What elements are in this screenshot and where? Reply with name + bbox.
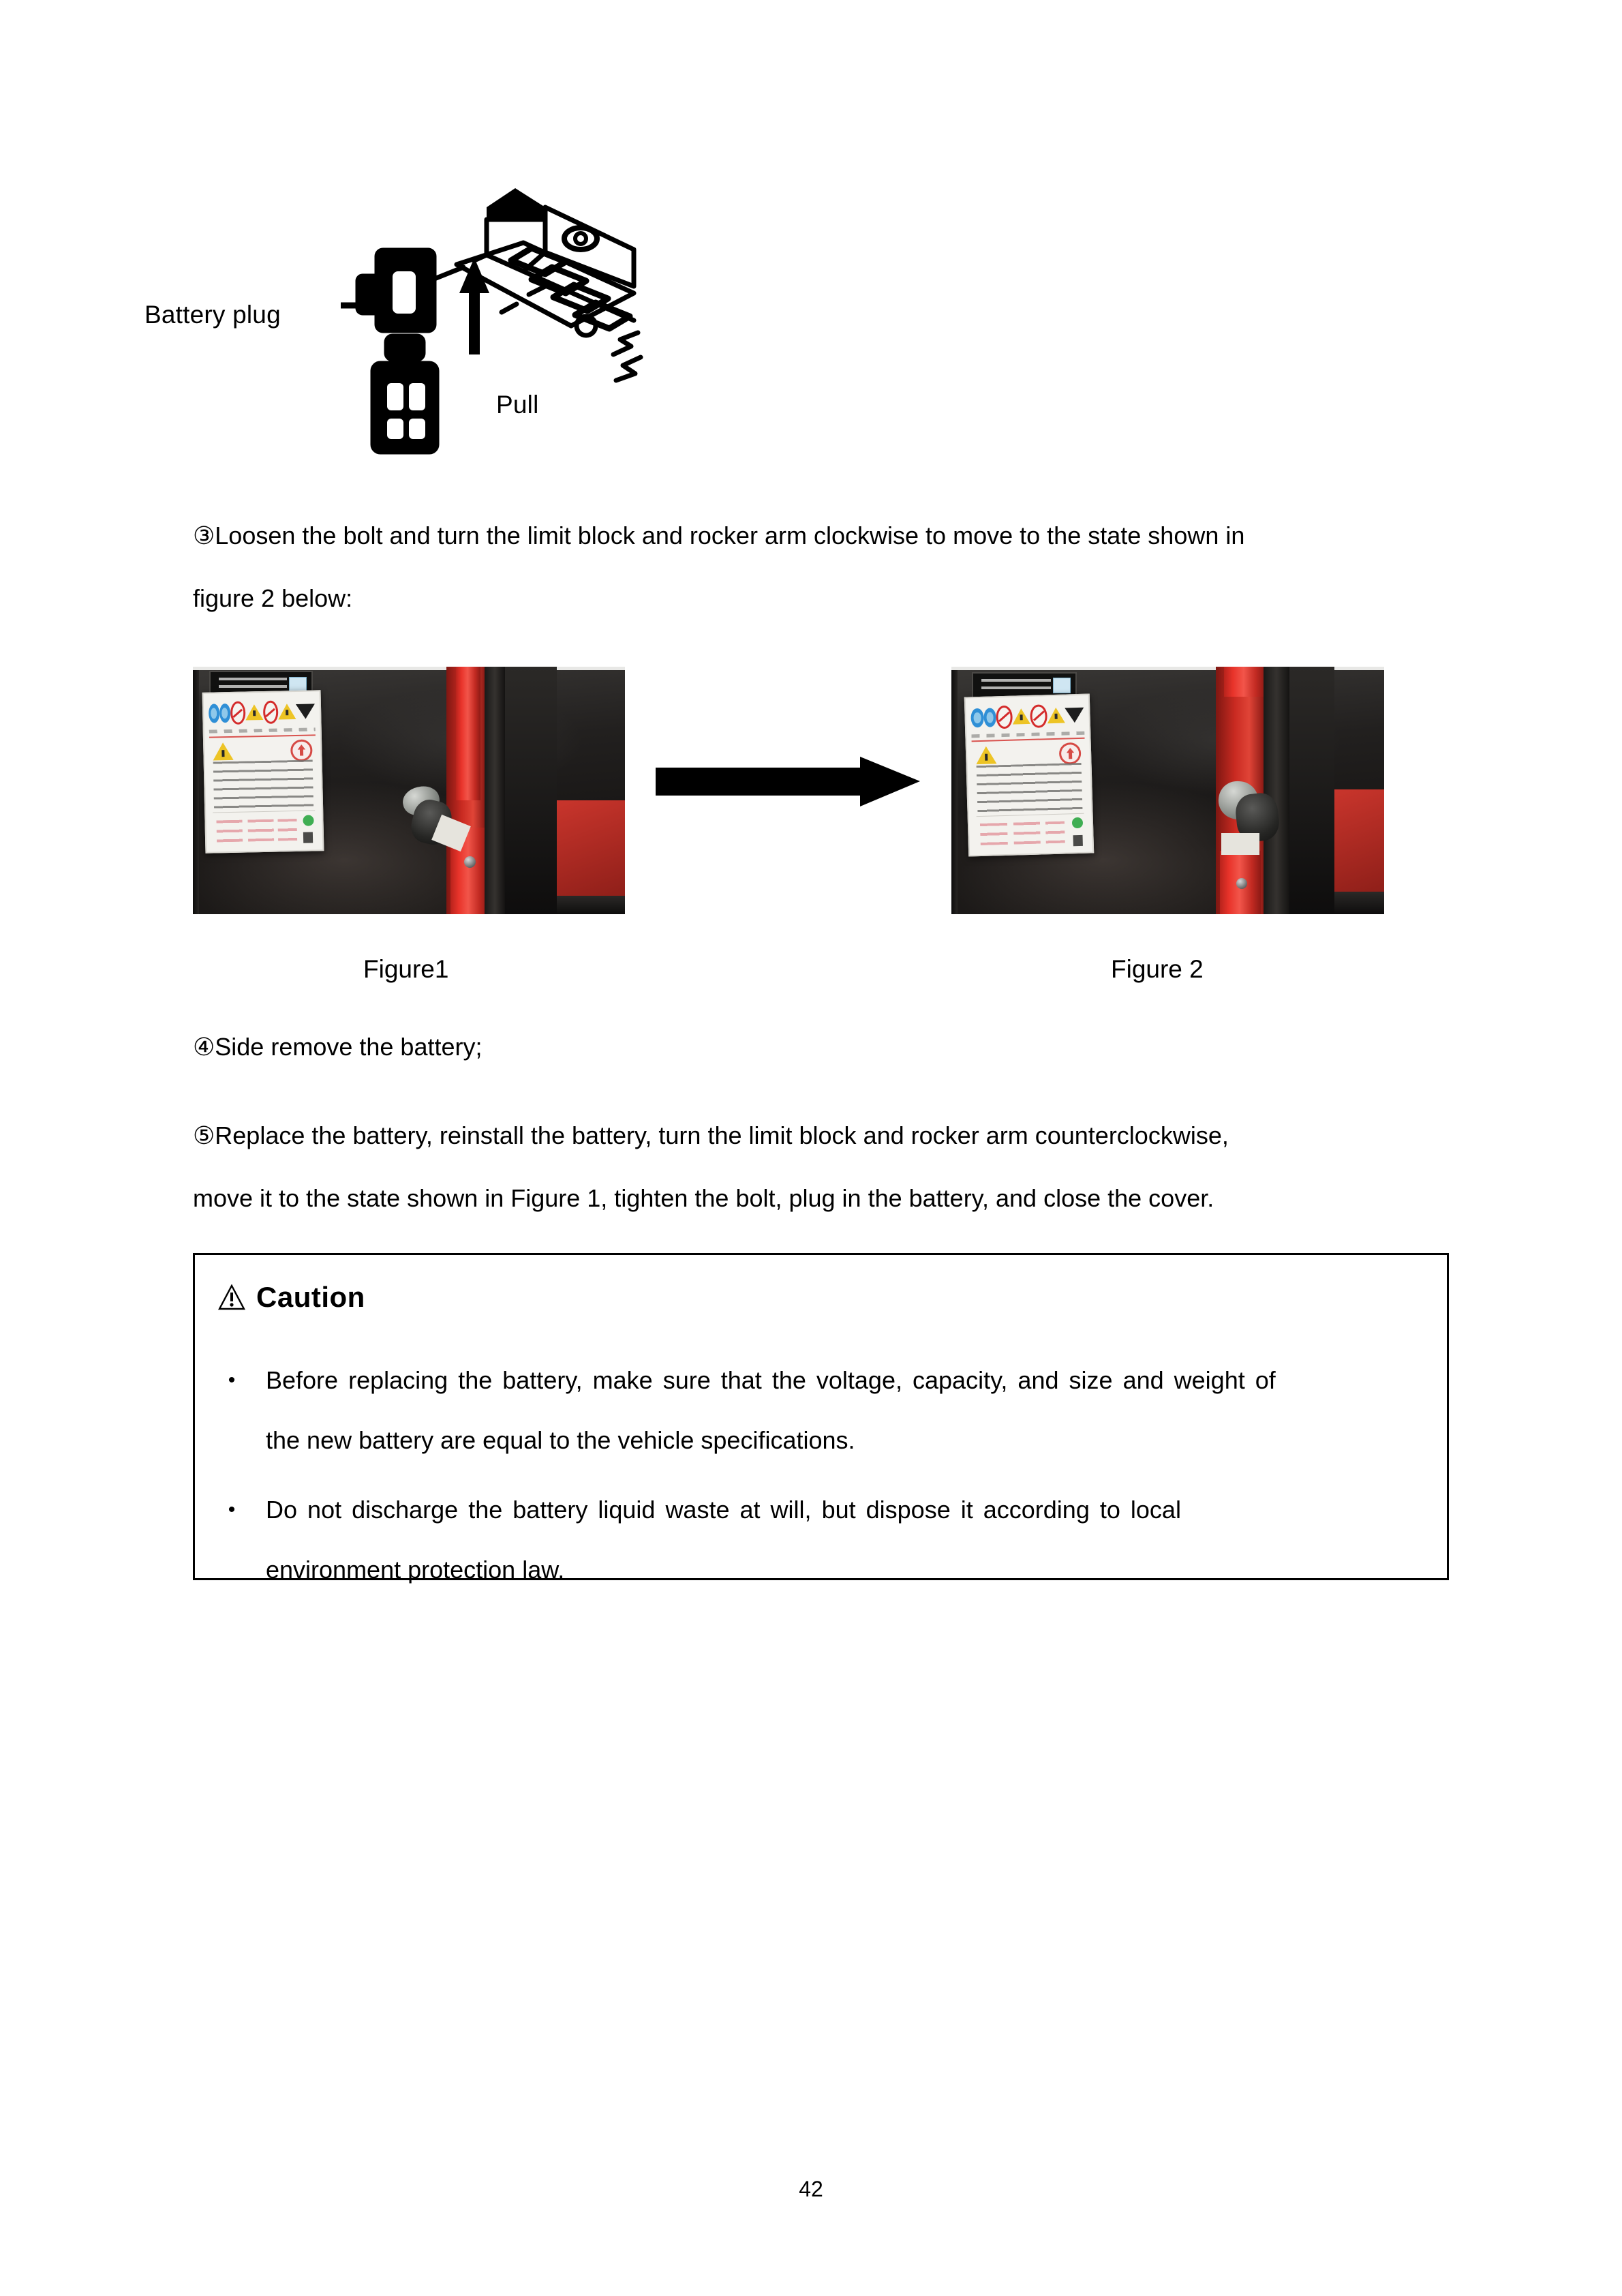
figure1-spec-block-2 — [248, 819, 274, 841]
caution-title: Caution — [256, 1281, 365, 1313]
caution-header — [218, 1281, 365, 1314]
caution-item-text — [266, 1350, 1418, 1470]
caution-box — [193, 1253, 1449, 1584]
figure1-mast-upper — [456, 667, 480, 800]
waste-bin-icon — [1073, 835, 1082, 846]
caution-item-0-line-2: the new battery are equal to the vehicle specifications. — [266, 1426, 855, 1454]
figure1-mast-screw — [464, 856, 476, 868]
figure2-floor — [1334, 892, 1384, 914]
figure1-mast-gap — [485, 667, 505, 914]
figure2-spec-block-1 — [980, 823, 1007, 845]
figure1-caption: Figure1 — [363, 955, 449, 983]
down-arrow-icon — [296, 704, 315, 719]
warning-triangle-icon-1 — [245, 704, 263, 721]
mandatory-icon-2 — [219, 704, 231, 723]
step-3-paragraph — [193, 504, 1449, 630]
step-4-paragraph — [193, 1016, 1449, 1078]
figure1-nameplate-text — [219, 678, 288, 689]
figure2-left-edge — [951, 670, 958, 914]
figure2-photo — [951, 667, 1384, 914]
figure1-spec-block-3 — [278, 819, 297, 841]
figure1-pictogram-captions — [209, 728, 316, 734]
step-5-line-2: move it to the state shown in Figure 1, tighten the bolt, plug in the battery, and close the cover. — [193, 1184, 1214, 1212]
figure2-mast-screw — [1236, 878, 1247, 889]
mandatory-icon-1 — [209, 704, 220, 723]
step-4-line-1: ④Side remove the battery; — [193, 1033, 483, 1061]
figure1-label-divider — [209, 734, 316, 738]
figure1-no-standing-icon — [290, 739, 313, 761]
figure2-caption: Figure 2 — [1111, 955, 1204, 983]
figure1-label-body-text — [213, 759, 314, 809]
caution-item-1-line-1: Do not discharge the battery liquid waste at will, but dispose it according to local — [266, 1496, 1181, 1524]
figure1-big-warning-icon — [213, 742, 234, 761]
figure1-spec-block-1 — [217, 819, 243, 842]
figure2-white-tag — [1221, 833, 1259, 855]
down-arrow-icon — [1065, 707, 1084, 723]
prohibition-icon-1 — [230, 701, 246, 725]
figure1-floor — [557, 896, 625, 914]
figure1-pictogram-row — [209, 698, 316, 727]
pull-up-arrow-icon — [459, 258, 489, 354]
warning-triangle-icon-1 — [1013, 708, 1031, 725]
page-number: 42 — [799, 2177, 823, 2201]
figure2-big-warning-icon — [975, 746, 996, 765]
step-5-line-1: ⑤Replace the battery, reinstall the battery, turn the limit block and rocker arm counterclockwise, — [193, 1121, 1229, 1149]
transition-arrow-icon — [656, 757, 920, 807]
figure2-pictogram-captions — [971, 731, 1084, 738]
figure1-safety-label — [202, 690, 324, 854]
figure1-top-edge — [193, 667, 625, 670]
battery-plug-label: Battery plug — [144, 301, 281, 329]
warning-triangle-icon-2 — [278, 704, 296, 720]
figure2-mast-top-cap — [1224, 667, 1265, 697]
figure2-background-dark — [1289, 667, 1334, 914]
step-3-line-1: ③Loosen the bolt and turn the limit block and rocker arm clockwise to move to the state shown in — [193, 522, 1245, 549]
step-5-paragraph — [193, 1104, 1449, 1230]
figure2-spec-block-2 — [1013, 822, 1041, 845]
caution-item-text — [266, 1480, 1418, 1600]
figure2-label-divider — [972, 738, 1085, 742]
figure2-far-red-part — [1334, 789, 1384, 892]
figure2-no-standing-icon — [1059, 742, 1082, 765]
warning-triangle-icon-2 — [1047, 708, 1065, 724]
pull-label: Pull — [496, 391, 539, 419]
waste-bin-icon — [303, 832, 313, 843]
prohibition-icon-2 — [263, 700, 279, 724]
bullet-icon: • — [228, 1498, 236, 1521]
figure2-label-body-text — [976, 763, 1083, 813]
mandatory-icon-1 — [970, 708, 983, 727]
caution-item-1-line-2: environment protection law. — [266, 1556, 565, 1584]
caution-item-0-line-1: Before replacing the battery, make sure that the voltage, capacity, and size and weight of — [266, 1366, 1276, 1394]
figure2-safety-label — [964, 693, 1094, 856]
bullet-icon: • — [228, 1369, 236, 1391]
battery-plug-illustration — [0, 0, 1622, 491]
prohibition-icon-2 — [1030, 704, 1047, 728]
mandatory-icon-2 — [983, 708, 996, 727]
prohibition-icon-1 — [996, 705, 1013, 729]
figure2-spec-block-3 — [1045, 821, 1066, 844]
caution-list-item — [218, 1350, 1418, 1470]
figure2-nameplate-badge — [1053, 678, 1071, 693]
figure1-background-dark — [505, 667, 557, 914]
figure1-photo — [193, 667, 625, 914]
figure2-pictogram-row — [970, 701, 1084, 731]
figure1-left-edge — [193, 670, 199, 914]
figure1-far-red-part — [557, 800, 625, 896]
figure2-nameplate-text — [981, 679, 1051, 691]
figure2-mast-gap — [1264, 667, 1289, 914]
battery-plug-line-drawing — [341, 184, 661, 477]
step-3-line-2: figure 2 below: — [193, 584, 353, 612]
warning-triangle-icon — [218, 1284, 245, 1310]
caution-list-item — [218, 1480, 1418, 1600]
